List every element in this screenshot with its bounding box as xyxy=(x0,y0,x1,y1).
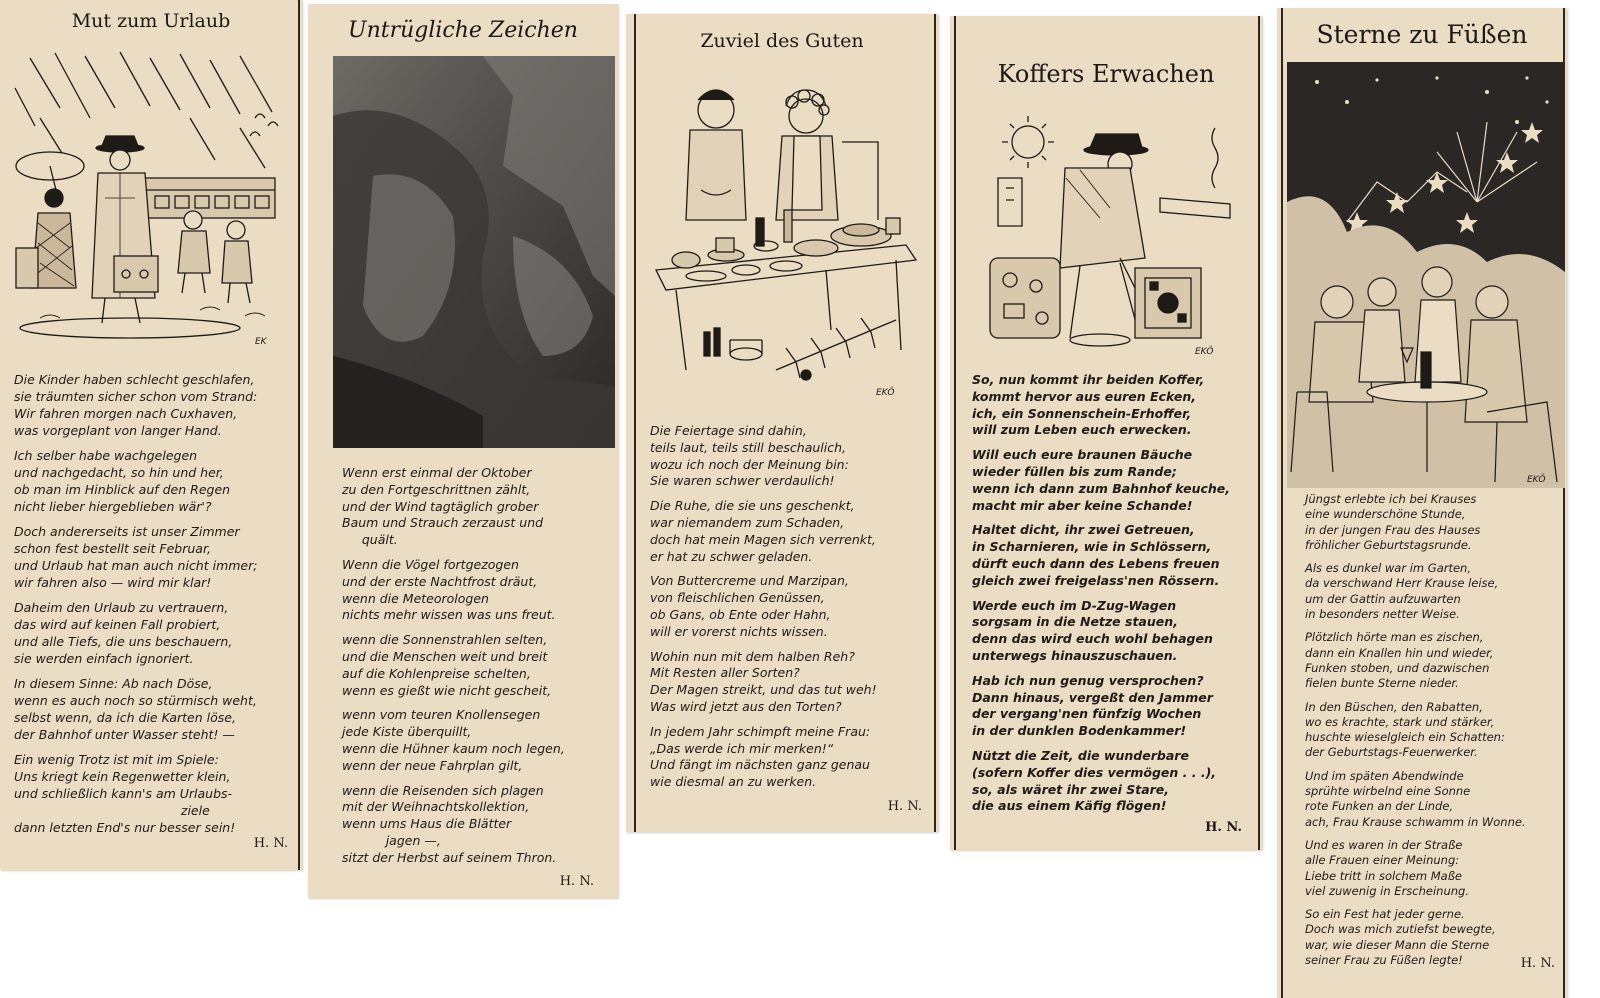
poem-line: der Geburtstags-Feuerwerker. xyxy=(1305,745,1478,760)
poem-line: von fleischlichen Genüssen, xyxy=(650,590,825,606)
signature: H. N. xyxy=(1205,820,1242,835)
poem-line: In den Büschen, den Rabatten, xyxy=(1305,699,1483,714)
poem-line: in besonders netter Weise. xyxy=(1305,607,1460,622)
poem-line: Will euch eure braunen Bäuche xyxy=(972,447,1193,463)
poem-line: was vorgeplant von langer Hand. xyxy=(14,423,222,438)
poem-line: Von Buttercreme und Marzipan, xyxy=(650,573,849,589)
poem-line: sorgsam in die Netze stauen, xyxy=(972,614,1178,630)
poem-line: ich, ein Sonnenschein-Erhoffer, xyxy=(972,405,1192,421)
poem-line: unterwegs hinauszuschauen. xyxy=(972,647,1178,663)
clipping-koffers-erwachen xyxy=(950,16,1262,850)
poem-line: In jedem Jahr schimpft meine Frau: xyxy=(650,723,871,739)
clipping-title: Untrügliche Zeichen xyxy=(348,18,578,43)
column-rule xyxy=(954,16,956,850)
poem-stanza xyxy=(650,724,877,791)
poem-line: ach, Frau Krause schwamm in Wonne. xyxy=(1305,814,1526,829)
poem-line: wie diesmal an zu werken. xyxy=(650,774,817,790)
poem-stanza xyxy=(342,707,565,774)
poem-line: Werde euch im D-Zug-Wagen xyxy=(972,597,1177,613)
poem-line: wenn ums Haus die Blätter xyxy=(342,816,512,832)
artist-mark: EKÖ xyxy=(1195,347,1214,357)
rain-vacation-illustration xyxy=(10,48,292,348)
poem-line: wenn die Hühner kaum noch legen, xyxy=(342,740,565,756)
poem-line: war, wie dieser Mann die Sterne xyxy=(1305,937,1490,952)
poem-line: und die Menschen weit und breit xyxy=(342,648,548,664)
poem-line: Die Feiertage sind dahin, xyxy=(650,423,807,438)
clipping-zuviel-des-guten xyxy=(626,14,938,832)
poem-line: wir fahren also — wird mir klar! xyxy=(14,575,212,590)
poem-stanza xyxy=(14,523,257,591)
poem-line: sie werden einfach ignoriert. xyxy=(14,651,194,666)
poem-line: sitzt der Herbst auf seinem Thron. xyxy=(342,849,557,865)
poem-line: Funken stoben, und dazwischen xyxy=(1305,660,1490,675)
signature: H. N. xyxy=(887,799,922,814)
poem-line: Dann hinaus, vergeßt den Jammer xyxy=(972,689,1213,705)
poem-stanza xyxy=(342,465,565,549)
holiday-leftovers-illustration xyxy=(646,70,928,400)
poem-line: Und fängt im nächsten ganz genau xyxy=(650,757,870,773)
poem-line: wenn die Meteorologen xyxy=(342,590,489,606)
poem-line: er hat zu schwer geladen. xyxy=(650,548,813,564)
clipping-title: Zuviel des Guten xyxy=(700,30,864,52)
poem-line: war niemandem zum Schaden, xyxy=(650,514,845,530)
poem-stanza xyxy=(1305,769,1526,830)
poem-line: doch hat mein Magen sich verrenkt, xyxy=(650,531,876,547)
poem-line: um der Gattin aufzuwarten xyxy=(1305,591,1461,606)
poem-line: In diesem Sinne: Ab nach Döse, xyxy=(14,676,213,691)
fireworks-party-illustration xyxy=(1287,62,1565,488)
poem-line: Doch andererseits ist unser Zimmer xyxy=(14,524,240,539)
poem-line: und alle Tiefs, die uns beschauern, xyxy=(14,634,233,649)
poem-stanza xyxy=(14,599,257,667)
poem-line: wenn die Reisenden sich plagen xyxy=(342,782,544,798)
poem-line: der vergang'nen fünfzig Wochen xyxy=(972,706,1202,722)
poem-line: so, als wäret ihr zwei Stare, xyxy=(972,781,1170,797)
signature: H. N. xyxy=(1520,956,1555,971)
poem-line: macht mir aber keine Schande! xyxy=(972,497,1193,513)
poem-stanza xyxy=(972,748,1230,815)
clipping-title: Koffers Erwachen xyxy=(997,60,1215,88)
poem-stanza xyxy=(14,447,257,515)
poem-line: alle Frauen einer Meinung: xyxy=(1305,853,1460,868)
clipping-mut-zum-urlaub xyxy=(0,0,302,870)
poem-line: ob Gans, ob Ente oder Hahn, xyxy=(650,606,831,622)
poem-line: Liebe tritt in solchem Maße xyxy=(1305,868,1463,883)
poem-line: wenn es auch noch so stürmisch weht, xyxy=(14,693,257,708)
poem-line: nicht lieber hiergeblieben wär'? xyxy=(14,499,212,514)
poem-line: schon fest bestellt seit Februar, xyxy=(14,541,211,556)
poem-line: wozu ich noch der Meinung bin: xyxy=(650,456,849,472)
poem-line: will zum Leben euch erwecken. xyxy=(972,422,1192,438)
poem-line: Doch was mich zutiefst bewegte, xyxy=(1305,922,1496,937)
clipping-title: Mut zum Urlaub xyxy=(71,10,231,32)
poem-line: der Bahnhof unter Wasser steht! — xyxy=(14,727,235,742)
poem-line: Wenn die Vögel fortgezogen xyxy=(342,556,519,572)
poem-line: und schließlich kann's am Urlaubs- xyxy=(14,786,233,801)
poem-line: denn das wird euch wohl behagen xyxy=(972,631,1213,647)
poem-stanza xyxy=(342,632,565,699)
clipping-untruegliche-zeichen xyxy=(308,4,618,898)
poem-stanza xyxy=(972,447,1230,514)
poem-line: Plötzlich hörte man es zischen, xyxy=(1305,630,1484,645)
poem-stanza xyxy=(650,423,877,490)
poem-line: jede Kiste überquillt, xyxy=(342,724,472,740)
clipping-sterne-zu-fuessen xyxy=(1277,8,1567,998)
column-rule xyxy=(1258,16,1260,850)
poem-line: Baum und Strauch zerzaust und xyxy=(342,515,544,531)
poem-line: Und es waren in der Straße xyxy=(1305,837,1463,852)
poem-stanza xyxy=(14,371,257,439)
poem-line: Haltet dicht, ihr zwei Getreuen, xyxy=(972,522,1195,538)
poem-stanza xyxy=(972,673,1230,740)
poem-stanza xyxy=(972,522,1230,589)
poem-stanza xyxy=(650,649,877,716)
poem-line: ziele xyxy=(14,803,210,818)
poem-stanza xyxy=(650,498,877,565)
poem-line: viel zuwenig in Erscheinung. xyxy=(1305,883,1469,898)
poem-line: (sofern Koffer dies vermögen . . .), xyxy=(972,764,1217,780)
poem-line: wenn der neue Fahrplan gilt, xyxy=(342,757,523,773)
poem-line: Nützt die Zeit, die wunderbare xyxy=(972,747,1189,763)
poem-line: Die Kinder haben schlecht geschlafen, xyxy=(14,372,255,387)
poem-line: wenn es gießt wie nicht gescheit, xyxy=(342,682,552,698)
poem-line: Daheim den Urlaub zu vertrauern, xyxy=(14,600,229,615)
poem-line: rote Funken an der Linde, xyxy=(1305,799,1454,814)
poem-line: Mit Resten aller Sorten? xyxy=(650,665,800,681)
poem-line: jagen —, xyxy=(342,832,441,848)
poem-line: seiner Frau zu Füßen legte! xyxy=(1305,953,1463,968)
poem-text xyxy=(14,371,257,844)
poem-line: Was wird jetzt aus den Torten? xyxy=(650,698,842,714)
poem-line: nichts mehr wissen was uns freut. xyxy=(342,607,556,623)
signature: H. N. xyxy=(253,836,288,851)
poem-stanza xyxy=(1305,907,1526,968)
poem-line: fröhlicher Geburtstagsrunde. xyxy=(1305,537,1472,552)
clipping-title: Sterne zu Füßen xyxy=(1316,20,1528,49)
autumn-photo xyxy=(333,56,615,448)
poem-line: eine wunderschöne Stunde, xyxy=(1305,507,1466,522)
poem-line: ob man im Hinblick auf den Regen xyxy=(14,482,231,497)
poem-line: in Scharnieren, wie in Schlössern, xyxy=(972,539,1212,555)
poem-line: auf die Kohlenpreise schelten, xyxy=(342,665,531,681)
poem-line: sie träumten sicher schon vom Strand: xyxy=(14,389,258,404)
poem-stanza xyxy=(1305,492,1526,553)
poem-line: So ein Fest hat jeder gerne. xyxy=(1305,907,1465,922)
poem-line: dann ein Knallen hin und wieder, xyxy=(1305,645,1494,660)
poem-line: Jüngst erlebte ich bei Krauses xyxy=(1305,492,1477,506)
poem-stanza xyxy=(342,783,565,867)
poem-line: in der jungen Frau des Hauses xyxy=(1305,522,1481,537)
poem-line: „Das werde ich mir merken!“ xyxy=(650,740,834,756)
poem-line: teils laut, teils still beschaulich, xyxy=(650,439,846,455)
poem-stanza xyxy=(972,598,1230,665)
column-rule xyxy=(298,0,300,870)
poem-line: Der Magen streikt, und das tut weh! xyxy=(650,682,877,698)
poem-stanza xyxy=(650,573,877,640)
poem-stanza xyxy=(1305,561,1526,622)
poem-line: So, nun kommt ihr beiden Koffer, xyxy=(972,372,1205,387)
poem-line: und der Wind tagtäglich grober xyxy=(342,498,539,514)
poem-line: die aus einem Käfig flögen! xyxy=(972,798,1167,814)
poem-line: wenn die Sonnenstrahlen selten, xyxy=(342,632,548,648)
artist-mark: EK xyxy=(255,337,267,347)
poem-line: will er vorerst nichts wissen. xyxy=(650,623,828,639)
poem-line: mit der Weihnachtskollektion, xyxy=(342,799,530,815)
poem-text xyxy=(1305,492,1526,976)
signature: H. N. xyxy=(559,874,594,889)
poem-line: und der erste Nachtfrost dräut, xyxy=(342,573,538,589)
poem-line: wenn vom teuren Knollensegen xyxy=(342,707,541,723)
poem-line: Uns kriegt kein Regenwetter klein, xyxy=(14,769,231,784)
poem-line: Wohin nun mit dem halben Reh? xyxy=(650,648,855,664)
poem-line: Ich selber habe wachgelegen xyxy=(14,448,198,463)
poem-line: Wenn erst einmal der Oktober xyxy=(342,465,532,480)
poem-line: Sie waren schwer verdaulich! xyxy=(650,473,835,489)
poem-line: gleich zwei freigelass'nen Rössern. xyxy=(972,572,1220,588)
poem-stanza xyxy=(1305,838,1526,899)
poem-line: Hab ich nun genug versprochen? xyxy=(972,672,1204,688)
artist-mark: EKÖ xyxy=(876,388,895,398)
poem-text xyxy=(342,465,565,875)
poem-line: dann letzten End's nur besser sein! xyxy=(14,820,236,835)
poem-line: Als es dunkel war im Garten, xyxy=(1305,561,1471,576)
poem-line: in der dunklen Bodenkammer! xyxy=(972,723,1187,739)
poem-line: kommt hervor aus euren Ecken, xyxy=(972,388,1196,404)
poem-line: wieder füllen bis zum Rande; xyxy=(972,463,1177,479)
poem-line: und nachgedacht, so hin und her, xyxy=(14,465,224,480)
poem-stanza xyxy=(14,751,257,836)
poem-stanza xyxy=(972,372,1230,439)
poem-line: Wir fahren morgen nach Cuxhaven, xyxy=(14,406,238,421)
poem-line: das wird auf keinen Fall probiert, xyxy=(14,617,221,632)
column-rule xyxy=(934,14,936,832)
poem-line: fielen bunte Sterne nieder. xyxy=(1305,676,1459,691)
poem-line: wo es krachte, stark und stärker, xyxy=(1305,714,1495,729)
poem-line: selbst wenn, da ich die Karten löse, xyxy=(14,710,236,725)
poem-line: huschte wieselgleich ein Schatten: xyxy=(1305,730,1505,745)
poem-line: zu den Fortgeschrittnen zählt, xyxy=(342,481,531,497)
poem-line: Ein wenig Trotz ist mit im Spiele: xyxy=(14,752,219,767)
column-rule xyxy=(1281,8,1283,998)
poem-text xyxy=(972,372,1230,823)
poem-line: dürft euch dann des Lebens freuen xyxy=(972,555,1220,571)
poem-line: sprühte wirbelnd eine Sonne xyxy=(1305,784,1471,799)
poem-line: quält. xyxy=(342,532,398,548)
artist-mark: EKÖ xyxy=(1527,475,1546,485)
poem-stanza xyxy=(1305,700,1526,761)
poem-line: Und im späten Abendwinde xyxy=(1305,768,1464,783)
poem-line: Die Ruhe, die sie uns geschenkt, xyxy=(650,498,855,514)
poem-line: und Urlaub hat man auch nicht immer; xyxy=(14,558,258,573)
poem-text xyxy=(650,423,877,799)
poem-stanza xyxy=(1305,630,1526,691)
traveller-suitcases-illustration xyxy=(970,108,1252,358)
poem-stanza xyxy=(342,557,565,624)
poem-line: wenn ich dann zum Bahnhof keuche, xyxy=(972,480,1231,496)
column-rule xyxy=(634,14,636,832)
poem-line: da verschwand Herr Krause leise, xyxy=(1305,576,1499,591)
poem-stanza xyxy=(14,675,257,743)
